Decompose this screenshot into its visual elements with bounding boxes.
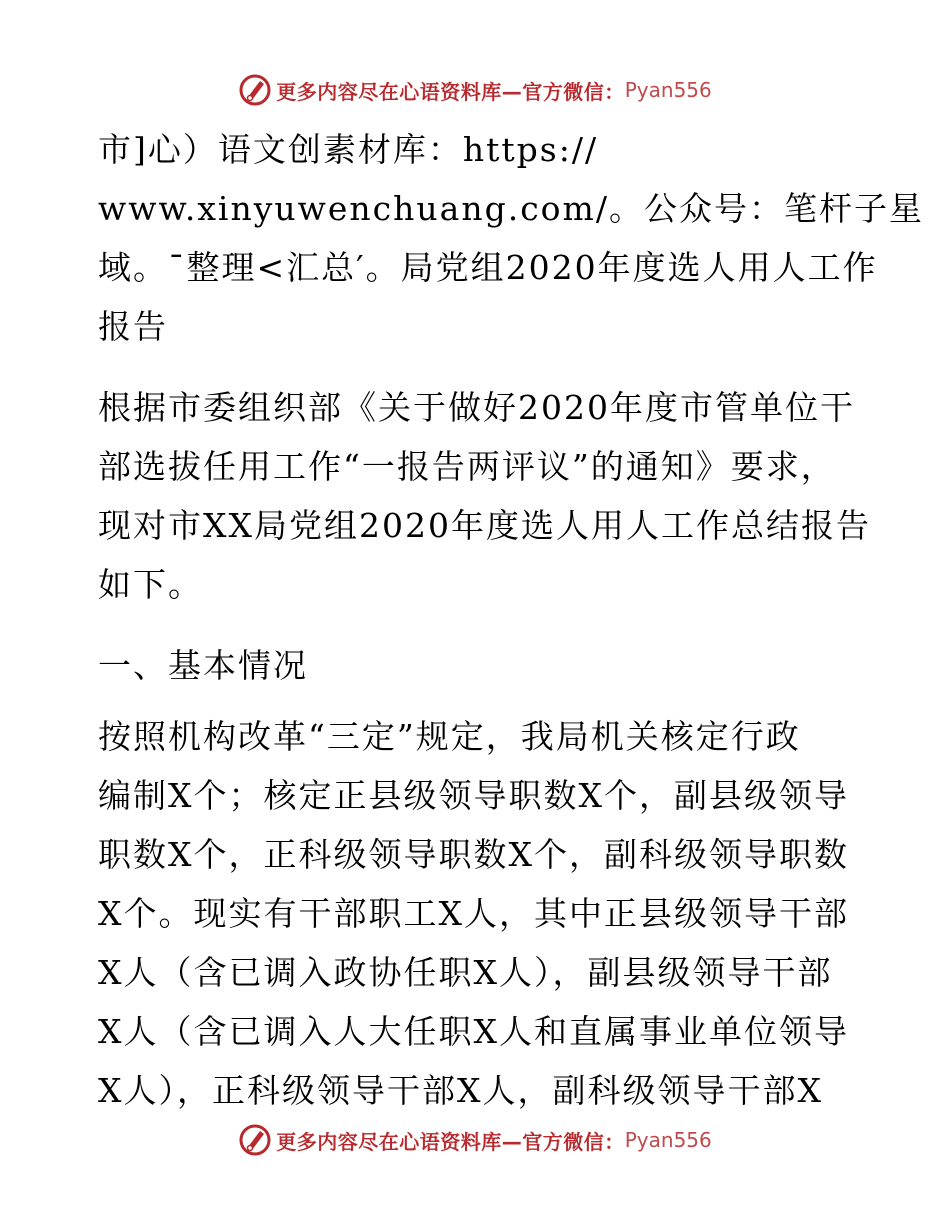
logo-icon — [238, 1123, 272, 1157]
paragraph-line: X人（含已调入政协任职X人），副县级领导干部 — [98, 953, 833, 992]
header-banner — [0, 72, 950, 108]
paragraph-line: 如下。 — [98, 565, 203, 604]
paragraph-line: X个。现实有干部职工X人，其中正县级领导干部 — [98, 894, 849, 933]
intro-line: 市]心）语文创素材库：https:// — [98, 130, 599, 169]
header-banner-text: 更多内容尽在心语资料库—官方微信： — [276, 79, 625, 104]
intro-line: 报告 — [98, 307, 168, 346]
paragraph-line: X人），正科级领导干部X人，副科级领导干部X — [98, 1071, 823, 1110]
paragraph-line: 编制X个；核定正县级领导职数X个，副县级领导 — [98, 776, 849, 815]
logo-icon — [238, 73, 272, 107]
intro-line: 域。¯整理<汇总′。局党组2020年度选人用人工作 — [98, 248, 878, 287]
paragraph-line: 按照机构改革“三定”规定，我局机关核定行政 — [98, 717, 801, 756]
footer-banner-text: 更多内容尽在心语资料库—官方微信： — [276, 1129, 625, 1154]
section-heading: 一、基本情况 — [98, 646, 308, 685]
header-banner-id: Pyan556 — [624, 78, 712, 102]
footer-banner-id: Pyan556 — [624, 1128, 712, 1152]
paragraph-line: 根据市委组织部《关于做好2020年度市管单位干 — [98, 388, 855, 427]
footer-banner — [0, 1122, 950, 1158]
paragraph-line: 部选拔任用工作“一报告两评议”的通知》要求， — [98, 447, 836, 486]
intro-line: www.xinyuwenchuang.com/。公众号：笔杆子星 — [98, 189, 924, 228]
paragraph-line: 职数X个，正科级领导职数X个，副科级领导职数 — [98, 835, 849, 874]
document-body — [98, 120, 924, 1120]
paragraph-line: X人（含已调入人大任职X人和直属事业单位领导 — [98, 1012, 849, 1051]
paragraph-line: 现对市XX局党组2020年度选人用人工作总结报告 — [98, 506, 871, 545]
